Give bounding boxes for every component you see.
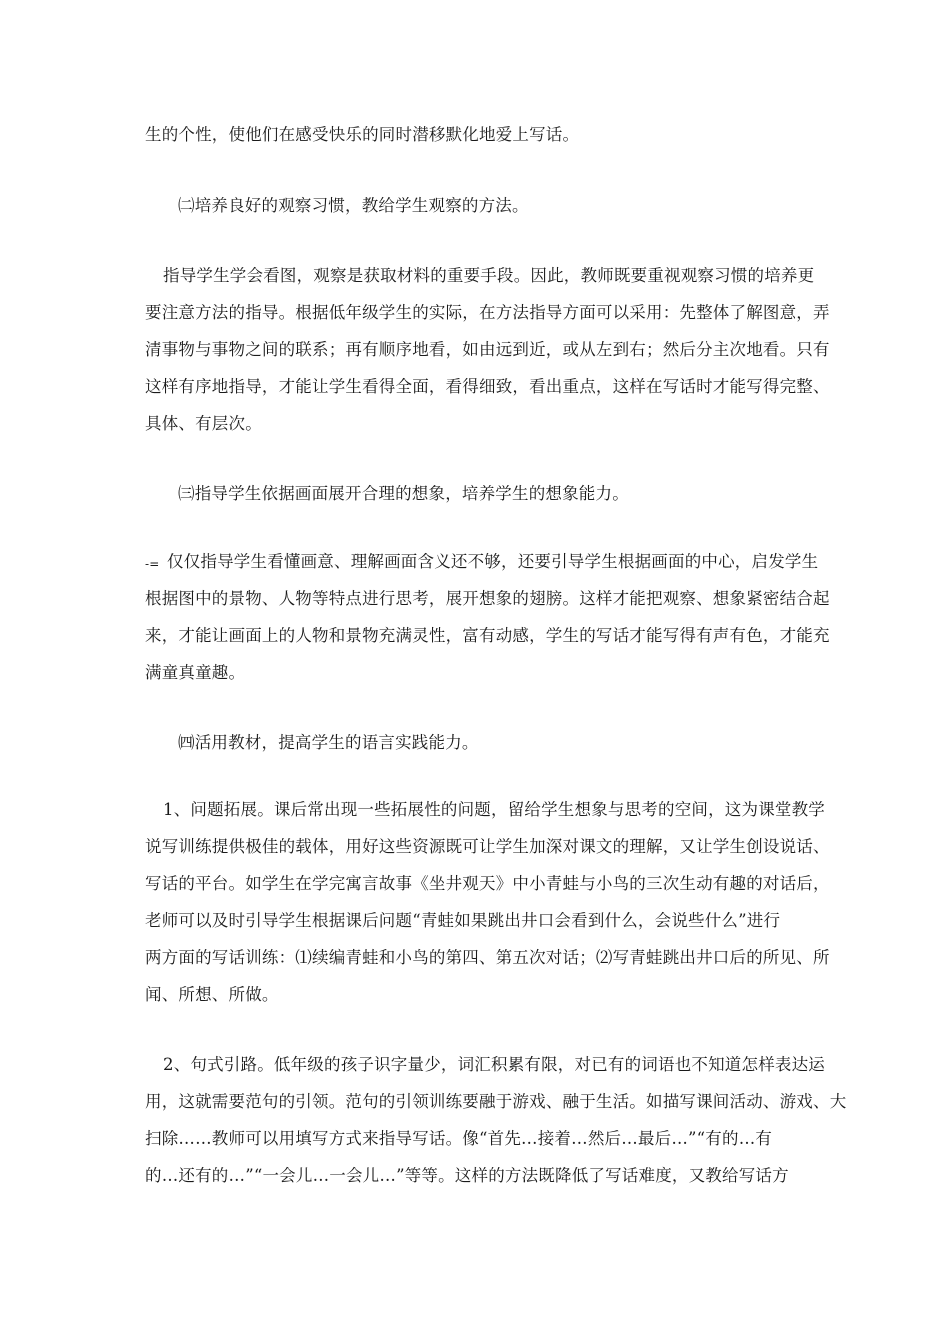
text-line: 扫除……教师可以用填写方式来指导写话。像“首先…接着…然后…最后…”“有的…有 xyxy=(145,1129,773,1148)
text-line: 闻、所想、所做。 xyxy=(145,985,279,1004)
text-line: 1、问题拓展。课后常出现一些拓展性的问题，留给学生想象与思考的空间，这为课堂教学 xyxy=(163,800,825,819)
section-heading: ㈢指导学生依据画面展开合理的想象，培养学生的想象能力。 xyxy=(178,484,629,503)
stray-mark: -= xyxy=(145,557,160,571)
text-line: 的…还有的…”“一会儿…一会儿…”等等。这样的方法既降低了写话难度，又教给写话方 xyxy=(145,1166,789,1185)
text-line: 仅仅指导学生看懂画意、理解画面含义还不够，还要引导学生根据画面的中心，启发学生 xyxy=(167,552,819,571)
text-line: 说写训练提供极佳的载体，用好这些资源既可让学生加深对课文的理解，又让学生创设说话、 xyxy=(145,837,830,856)
text-line: 来，才能让画面上的人物和景物充满灵性，富有动感，学生的写话才能写得有声有色，才能充 xyxy=(145,626,830,645)
section-heading: ㈡培养良好的观察习惯，教给学生观察的方法。 xyxy=(178,196,529,215)
text-line: 2、句式引路。低年级的孩子识字量少，词汇积累有限，对已有的词语也不知道怎样表达运 xyxy=(163,1055,825,1074)
section-heading: ㈣活用教材，提高学生的语言实践能力。 xyxy=(178,733,479,752)
text-line: 要注意方法的指导。根据低年级学生的实际，在方法指导方面可以采用：先整体了解图意，弄 xyxy=(145,303,830,322)
text-line: 指导学生学会看图，观察是获取材料的重要手段。因此，教师既要重视观察习惯的培养更 xyxy=(163,266,815,285)
text-line: 两方面的写话训练：⑴续编青蛙和小鸟的第四、第五次对话；⑵写青蛙跳出井口后的所见、所 xyxy=(145,948,830,967)
text-line: 清事物与事物之间的联系；再有顺序地看，如由远到近，或从左到右；然后分主次地看。只有 xyxy=(145,340,830,359)
text-line: 用，这就需要范句的引领。范句的引领训练要融于游戏、融于生活。如描写课间活动、游戏、大 xyxy=(145,1092,847,1111)
text-line: 具体、有层次。 xyxy=(145,414,262,433)
text-line: 这样有序地指导，才能让学生看得全面，看得细致，看出重点，这样在写话时才能写得完整、 xyxy=(145,377,830,396)
text-line: 老师可以及时引导学生根据课后问题“青蛙如果跳出井口会看到什么，会说些什么”进行 xyxy=(145,911,781,930)
text-line: 满童真童趣。 xyxy=(145,663,246,682)
text-line: 生的个性，使他们在感受快乐的同时潜移默化地爱上写话。 xyxy=(145,125,580,144)
text-line: 写话的平台。如学生在学完寓言故事《坐井观天》中小青蛙与小鸟的三次生动有趣的对话后， xyxy=(145,874,830,893)
text-line: 根据图中的景物、人物等特点进行思考，展开想象的翅膀。这样才能把观察、想象紧密结合起 xyxy=(145,589,830,608)
